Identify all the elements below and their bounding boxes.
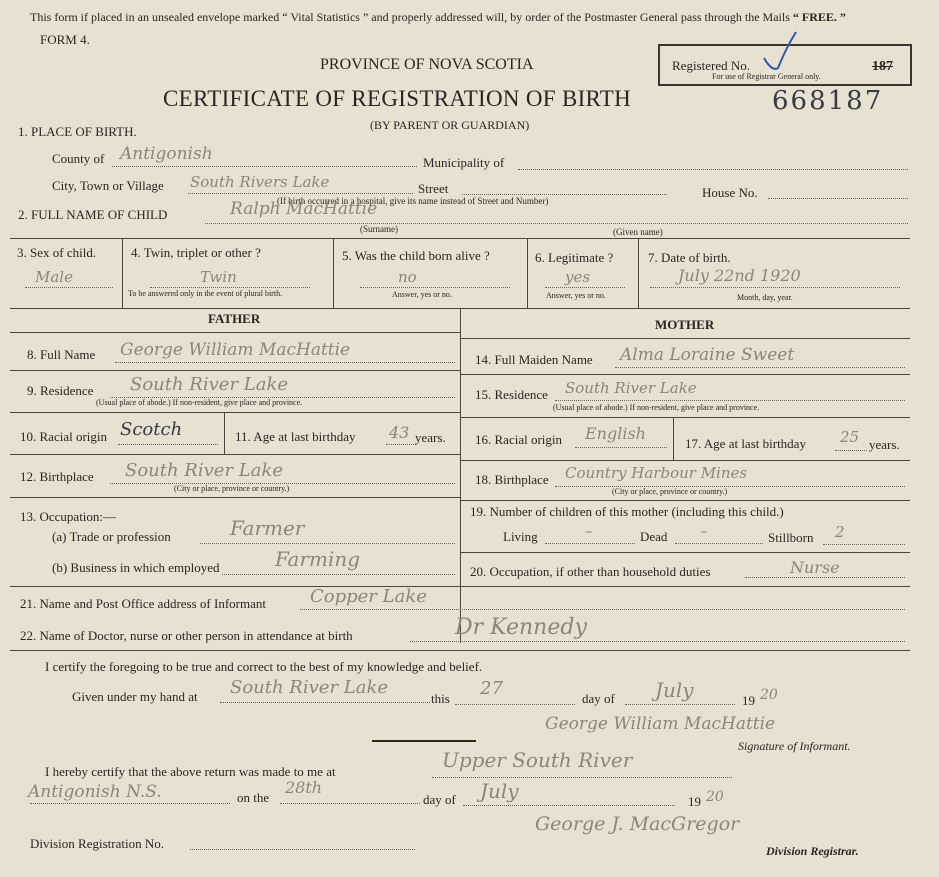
division-registrar-label: Division Registrar.: [766, 844, 859, 858]
mother-racial-label: 16. Racial origin: [475, 432, 563, 447]
registrar-signature: George J. MacGregor: [535, 813, 740, 835]
date-of-birth-label: 7. Date of birth.: [648, 250, 731, 265]
stillborn-value: 2: [835, 523, 845, 541]
registrar-day-of-label: day of: [423, 792, 456, 807]
dead-value: –: [700, 522, 708, 540]
registrar-place-value: Upper South River: [442, 748, 633, 772]
born-alive-value: no: [398, 268, 417, 286]
mother-birthplace-note: (City or place, province or country.): [612, 487, 728, 496]
separator-rule: [372, 740, 476, 742]
place-of-birth-section: 1. PLACE OF BIRTH.: [18, 124, 137, 139]
city-label: City, Town or Village: [52, 178, 164, 193]
given-name-note: (Given name): [613, 227, 663, 237]
mother-birthplace-value: Country Harbour Mines: [565, 464, 748, 482]
child-name-line: [205, 223, 908, 224]
mother-name-value: Alma Loraine Sweet: [620, 345, 795, 365]
registered-label: Registered No.: [672, 58, 750, 73]
surname-note: (Surname): [360, 224, 398, 234]
father-residence-note: (Usual place of abode.) If non-resident, give place and province.: [96, 398, 303, 407]
registrar-month-value: July: [480, 779, 519, 803]
certify-statement: I certify the foregoing to be true and correct to the best of my knowledge and belief.: [45, 659, 483, 674]
stillborn-label: Stillborn: [768, 530, 814, 545]
certify-month-value: July: [655, 678, 694, 702]
certify-day-value: 27: [480, 678, 503, 699]
county-line: [112, 166, 417, 167]
business-value: Farming: [275, 547, 361, 571]
province-heading: PROVINCE OF NOVA SCOTIA: [320, 56, 534, 73]
mother-birthplace-label: 18. Birthplace: [475, 472, 549, 487]
dead-label: Dead: [640, 529, 668, 544]
street-note: (If birth occurred in a hospital, give its name instead of Street and Number): [277, 196, 549, 206]
mother-name-label: 14. Full Maiden Name: [475, 352, 593, 367]
living-value: –: [585, 522, 593, 540]
twin-value: Twin: [200, 268, 237, 286]
born-alive-label: 5. Was the child born alive ?: [342, 248, 490, 263]
attendant-label: 22. Name of Doctor, nurse or other person in attendance at birth: [20, 628, 353, 643]
mother-age-value: 25: [840, 428, 860, 446]
informant-signature: George William MacHattie: [545, 714, 776, 734]
on-the-label: on the: [237, 790, 270, 805]
informant-label: 21. Name and Post Office address of Informant: [20, 596, 266, 611]
children-count-label: 19. Number of children of this mother (including this child.): [470, 504, 784, 519]
registrar-statement: I hereby certify that the above return was made to me at: [45, 764, 336, 779]
father-residence-value: South River Lake: [130, 374, 289, 395]
father-birthplace-label: 12. Birthplace: [20, 469, 94, 484]
registrar-place2-value: Antigonish N.S.: [28, 782, 162, 802]
father-birthplace-value: South River Lake: [125, 460, 284, 481]
mother-heading: MOTHER: [655, 317, 715, 332]
signature-of-informant-label: Signature of Informant.: [738, 739, 851, 753]
mother-occupation-value: Nurse: [790, 558, 840, 577]
father-name-value: George William MacHattie: [120, 340, 351, 360]
certify-year-value: 20: [760, 687, 778, 703]
father-birthplace-note: (City or place, province or country.): [174, 484, 290, 493]
trade-label: (a) Trade or profession: [52, 529, 171, 544]
mother-racial-value: English: [585, 424, 646, 443]
informant-value: Copper Lake: [310, 586, 427, 607]
father-age-label: 11. Age at last birthday: [235, 429, 356, 444]
twin-note: To be answered only in the event of plural birth.: [128, 289, 283, 298]
certificate-subtitle: (BY PARENT OR GUARDIAN): [370, 118, 530, 132]
legitimate-value: yes: [565, 268, 591, 286]
occupation-label: 13. Occupation:—: [20, 509, 117, 524]
certificate-title: CERTIFICATE OF REGISTRATION OF BIRTH: [163, 86, 632, 111]
given-place-value: South River Lake: [230, 677, 389, 698]
city-value: South Rivers Lake: [190, 173, 330, 191]
child-name-label: 2. FULL NAME OF CHILD: [18, 207, 168, 222]
street-label: Street: [418, 181, 449, 196]
form-number: FORM 4.: [40, 32, 90, 47]
sex-label: 3. Sex of child.: [17, 245, 97, 260]
attendant-value: Dr Kennedy: [455, 615, 587, 640]
registrar-day-value: 28th: [285, 778, 323, 797]
trade-value: Farmer: [230, 516, 305, 540]
county-value: Antigonish: [120, 144, 213, 164]
registrar-year-value: 20: [706, 789, 724, 805]
father-residence-label: 9. Residence: [27, 383, 94, 398]
house-label: House No.: [702, 185, 758, 200]
legitimate-label: 6. Legitimate ?: [535, 250, 614, 265]
father-heading: FATHER: [208, 311, 261, 326]
father-years-label: years.: [415, 430, 446, 445]
municipality-label: Municipality of: [423, 155, 505, 170]
father-name-label: 8. Full Name: [27, 347, 96, 362]
business-label: (b) Business in which employed: [52, 560, 220, 575]
father-racial-value: Scotch: [120, 419, 183, 440]
mother-residence-label: 15. Residence: [475, 387, 548, 402]
city-line: [188, 193, 413, 194]
registered-printed-number: 187: [872, 59, 893, 74]
municipality-line: [518, 169, 908, 170]
father-racial-label: 10. Racial origin: [20, 429, 108, 444]
division-registration-line: [190, 849, 415, 850]
mother-residence-value: South River Lake: [565, 379, 697, 397]
mother-occupation-label: 20. Occupation, if other than household duties: [470, 564, 711, 579]
division-registration-label: Division Registration No.: [30, 836, 164, 851]
mailing-notice: This form if placed in an unsealed envelope marked “ Vital Statistics ” and properly addressed will, by order of the Postmaster General pass through the Mails “ FREE. ”: [30, 10, 846, 24]
registrar-year-prefix: 19: [688, 794, 701, 809]
father-age-value: 43: [389, 423, 410, 442]
mother-age-label: 17. Age at last birthday: [685, 436, 806, 451]
sex-value: Male: [35, 268, 73, 286]
registered-note: For use of Registrar General only.: [712, 72, 821, 81]
living-label: Living: [503, 529, 538, 544]
certify-day-of-label: day of: [582, 691, 615, 706]
given-under-label: Given under my hand at: [72, 689, 198, 704]
county-label: County of: [52, 151, 105, 166]
mother-years-label: years.: [869, 437, 900, 452]
house-line: [768, 198, 908, 199]
this-label: this: [431, 691, 450, 706]
street-line: [462, 194, 667, 195]
date-of-birth-value: July 22nd 1920: [678, 266, 801, 285]
date-of-birth-note: Month, day, year.: [737, 293, 793, 302]
certify-year-prefix: 19: [742, 693, 755, 708]
twin-label: 4. Twin, triplet or other ?: [131, 245, 261, 260]
born-alive-note: Answer, yes or no.: [392, 290, 452, 299]
legitimate-note: Answer, yes or no.: [546, 291, 606, 300]
child-name-value: Ralph MacHattie: [230, 199, 378, 219]
checkmark-icon: [760, 28, 800, 74]
mother-residence-note: (Usual place of abode.) If non-resident, give place and province.: [553, 403, 760, 412]
certificate-number: 668187: [772, 86, 884, 116]
